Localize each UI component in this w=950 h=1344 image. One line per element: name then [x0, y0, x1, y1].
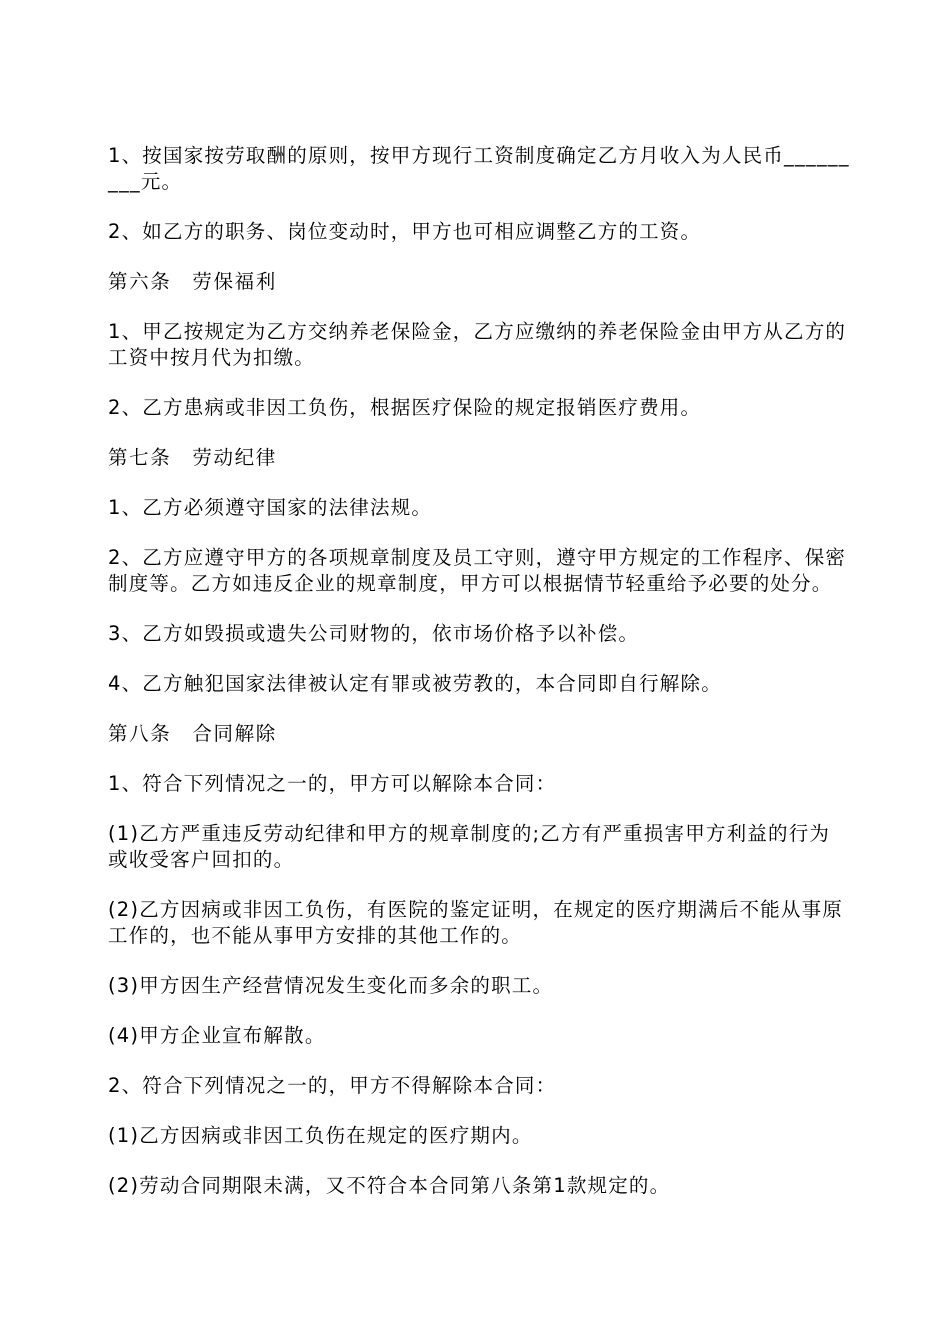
paragraph-criminal-termination: 4、乙方触犯国家法律被认定有罪或被劳教的，本合同即自行解除。	[108, 672, 722, 695]
document-body	[108, 143, 850, 1223]
list-item-term-not-expired: (2)劳动合同期限未满，又不符合本合同第八条第1款规定的。	[108, 1174, 671, 1197]
list-item-illness-injury: (2)乙方因病或非因工负伤，有医院的鉴定证明，在规定的医疗期满后不能从事原工作的，也不能从事甲方安排的其他工作的。	[108, 898, 844, 947]
list-item-surplus-staff: (3)甲方因生产经营情况发生变化而多余的职工。	[108, 974, 554, 997]
paragraph-salary-amount: 1、按国家按劳取酬的原则，按甲方现行工资制度确定乙方月收入为人民币_________元。	[108, 144, 850, 193]
paragraph-no-termination-conditions: 2、符合下列情况之一的，甲方不得解除本合同：	[108, 1074, 557, 1097]
paragraph-medical-expenses: 2、乙方患病或非因工负伤，根据医疗保险的规定报销医疗费用。	[108, 396, 702, 419]
section-heading-article-6: 第六条 劳保福利	[108, 270, 277, 293]
paragraph-company-rules: 2、乙方应遵守甲方的各项规章制度及员工守则，遵守甲方规定的工作程序、保密制度等。乙方如违反企业的规章制度，甲方可以根据情节轻重给予必要的处分。	[108, 546, 847, 595]
section-heading-article-8: 第八条 合同解除	[108, 722, 277, 745]
paragraph-termination-conditions: 1、符合下列情况之一的，甲方可以解除本合同：	[108, 772, 557, 795]
list-item-medical-period: (1)乙方因病或非因工负伤在规定的医疗期内。	[108, 1124, 533, 1147]
paragraph-obey-laws: 1、乙方必须遵守国家的法律法规。	[108, 496, 433, 519]
list-item-serious-violation: (1)乙方严重违反劳动纪律和甲方的规章制度的;乙方有严重损害甲方利益的行为或收受客户回扣的。	[108, 822, 831, 871]
paragraph-salary-adjustment: 2、如乙方的职务、岗位变动时，甲方也可相应调整乙方的工资。	[108, 220, 702, 243]
section-heading-article-7: 第七条 劳动纪律	[108, 446, 277, 469]
list-item-dissolution: (4)甲方企业宣布解散。	[108, 1024, 326, 1047]
paragraph-property-compensation: 3、乙方如毁损或遗失公司财物的，依市场价格予以补偿。	[108, 622, 640, 645]
paragraph-pension-insurance: 1、甲乙按规定为乙方交纳养老保险金，乙方应缴纳的养老保险金由甲方从乙方的工资中按月代为扣缴。	[108, 320, 847, 369]
